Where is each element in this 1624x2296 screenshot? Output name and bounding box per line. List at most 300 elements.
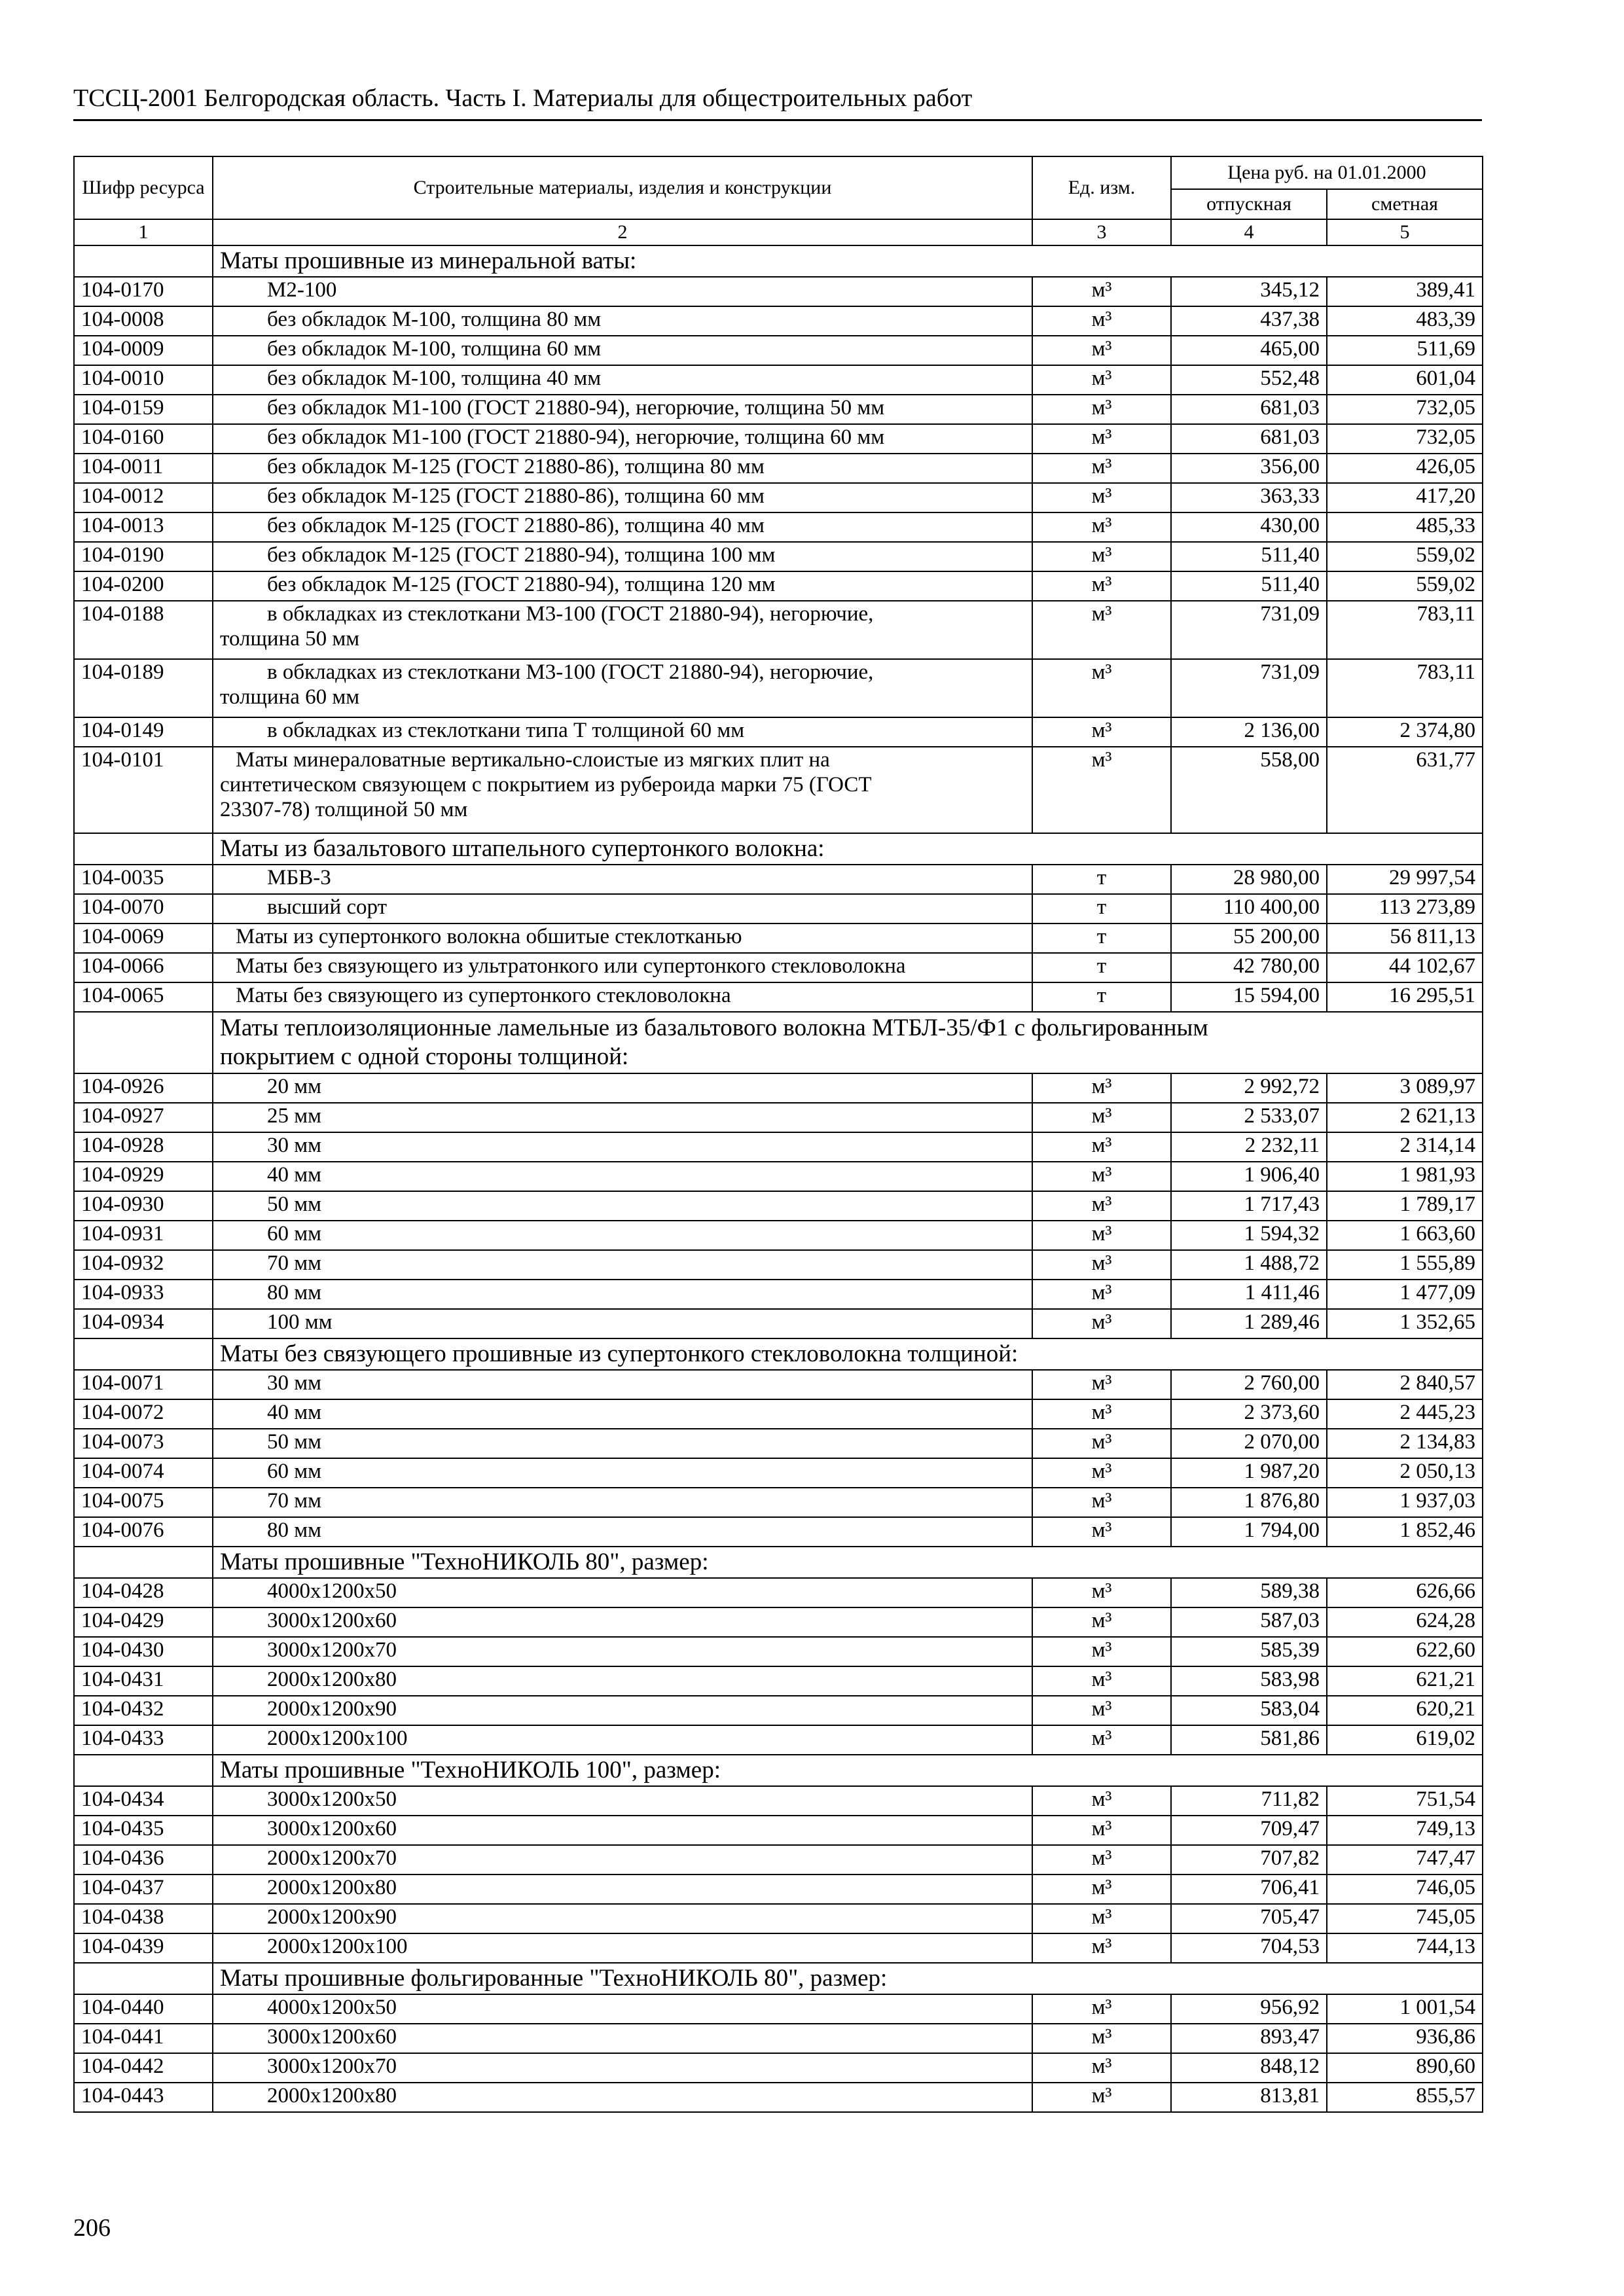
- resource-code: 104-0200: [74, 571, 213, 601]
- resource-code: 104-0071: [74, 1370, 213, 1399]
- release-price: 711,82: [1171, 1786, 1327, 1816]
- material-name-line: толщина 60 мм: [220, 685, 360, 709]
- table-row: [74, 336, 1483, 365]
- resource-code: 104-0065: [74, 982, 213, 1012]
- table-body: [74, 245, 1483, 2112]
- resource-code: 104-0159: [74, 395, 213, 424]
- table-row: [74, 1073, 1483, 1103]
- estimate-price: 855,57: [1327, 2083, 1483, 2112]
- material-name: [213, 306, 1032, 336]
- estimate-price: 389,41: [1327, 277, 1483, 306]
- release-price: 430,00: [1171, 512, 1327, 542]
- table-row: [74, 1845, 1483, 1874]
- material-name-line: 3000х1200х60: [267, 1609, 397, 1632]
- release-price: 511,40: [1171, 571, 1327, 601]
- estimate-price: 626,66: [1327, 1578, 1483, 1607]
- table-row: [74, 1309, 1483, 1338]
- resource-code: 104-0430: [74, 1637, 213, 1666]
- material-name-line: в обкладках из стеклоткани М3-100 (ГОСТ 21880-94), негорючие,: [267, 660, 874, 684]
- table-row: [74, 1429, 1483, 1458]
- unit-cell: м³: [1032, 2024, 1171, 2053]
- material-name-line: без обкладок М1-100 (ГОСТ 21880-94), негорючие, толщина 60 мм: [267, 425, 885, 449]
- material-name-line: 2000х1200х80: [267, 1668, 397, 1691]
- material-name-line: 4000х1200х50: [267, 1579, 397, 1603]
- release-price: 585,39: [1171, 1637, 1327, 1666]
- unit-cell: м³: [1032, 454, 1171, 483]
- material-name: [213, 1816, 1032, 1845]
- estimate-price: 732,05: [1327, 395, 1483, 424]
- table-row: [74, 924, 1483, 953]
- material-name: [213, 1221, 1032, 1250]
- col-header-unit: Ед. изм.: [1032, 156, 1171, 219]
- unit-cell: м³: [1032, 365, 1171, 395]
- resource-code: 104-0437: [74, 1874, 213, 1904]
- table-row: [74, 424, 1483, 454]
- release-price: 681,03: [1171, 395, 1327, 424]
- release-price: 2 533,07: [1171, 1103, 1327, 1132]
- estimate-price: 601,04: [1327, 365, 1483, 395]
- material-name: [213, 2053, 1032, 2083]
- material-name: [213, 1309, 1032, 1338]
- release-price: 581,86: [1171, 1725, 1327, 1755]
- table-row: [74, 1488, 1483, 1517]
- table-row: [74, 571, 1483, 601]
- col-number-1: 1: [74, 219, 213, 245]
- release-price: 356,00: [1171, 454, 1327, 483]
- material-name-line: 60 мм: [267, 1222, 322, 1246]
- section-row: [74, 1963, 1483, 1994]
- col-number-2: 2: [213, 219, 1032, 245]
- material-name: [213, 1517, 1032, 1547]
- table-row: [74, 483, 1483, 512]
- unit-cell: т: [1032, 982, 1171, 1012]
- material-name-line: Маты из супертонкого волокна обшитые стеклотканью: [236, 925, 742, 948]
- col-header-release: отпускная: [1171, 189, 1327, 219]
- estimate-price: 936,86: [1327, 2024, 1483, 2053]
- section-heading-line: Маты прошивные "ТехноНИКОЛЬ 80", размер:: [220, 1549, 709, 1575]
- release-price: 1 289,46: [1171, 1309, 1327, 1338]
- resource-code: 104-0438: [74, 1904, 213, 1933]
- table-row: [74, 1637, 1483, 1666]
- release-price: 42 780,00: [1171, 953, 1327, 982]
- unit-cell: м³: [1032, 1370, 1171, 1399]
- estimate-price: 511,69: [1327, 336, 1483, 365]
- material-name-line: в обкладках из стеклоткани типа Т толщиной 60 мм: [267, 719, 745, 742]
- unit-cell: м³: [1032, 1132, 1171, 1162]
- section-row: [74, 833, 1483, 865]
- material-name-line: без обкладок М-125 (ГОСТ 21880-94), толщина 120 мм: [267, 573, 776, 596]
- material-name: [213, 1874, 1032, 1904]
- unit-cell: м³: [1032, 306, 1171, 336]
- estimate-price: 1 001,54: [1327, 1994, 1483, 2024]
- release-price: 1 411,46: [1171, 1280, 1327, 1309]
- resource-code: 104-0432: [74, 1696, 213, 1725]
- unit-cell: м³: [1032, 1280, 1171, 1309]
- material-name-line: 60 мм: [267, 1460, 322, 1483]
- resource-code: 104-0010: [74, 365, 213, 395]
- release-price: 731,09: [1171, 601, 1327, 659]
- resource-code: 104-0927: [74, 1103, 213, 1132]
- material-name-line: высший сорт: [267, 895, 388, 919]
- material-name: [213, 1370, 1032, 1399]
- release-price: 2 070,00: [1171, 1429, 1327, 1458]
- section-heading: [213, 1547, 1483, 1578]
- release-price: 511,40: [1171, 542, 1327, 571]
- material-name: [213, 2083, 1032, 2112]
- material-name-line: синтетическом связующем с покрытием из рубероида марки 75 (ГОСТ: [220, 773, 872, 797]
- material-name: [213, 424, 1032, 454]
- estimate-price: 624,28: [1327, 1607, 1483, 1637]
- release-price: 2 136,00: [1171, 717, 1327, 747]
- material-name-line: Маты без связующего из ультратонкого или супертонкого стекловолокна: [236, 954, 906, 978]
- estimate-price: 417,20: [1327, 483, 1483, 512]
- estimate-price: 745,05: [1327, 1904, 1483, 1933]
- resource-code: 104-0933: [74, 1280, 213, 1309]
- material-name: [213, 1786, 1032, 1816]
- table-row: [74, 1933, 1483, 1963]
- material-name-line: Маты минераловатные вертикально-слоистые из мягких плит на: [236, 748, 830, 772]
- table-row: [74, 1517, 1483, 1547]
- unit-cell: м³: [1032, 1845, 1171, 1874]
- release-price: 1 488,72: [1171, 1250, 1327, 1280]
- material-name-line: 70 мм: [267, 1251, 322, 1275]
- section-code-cell: [74, 833, 213, 865]
- resource-code: 104-0170: [74, 277, 213, 306]
- material-name-line: без обкладок М1-100 (ГОСТ 21880-94), негорючие, толщина 50 мм: [267, 396, 885, 420]
- estimate-price: 2 374,80: [1327, 717, 1483, 747]
- unit-cell: м³: [1032, 747, 1171, 833]
- material-name-line: 50 мм: [267, 1193, 322, 1216]
- page-number: 206: [73, 2214, 111, 2242]
- table-row: [74, 1221, 1483, 1250]
- material-name: [213, 395, 1032, 424]
- col-header-name: Строительные материалы, изделия и конструкции: [213, 156, 1032, 219]
- unit-cell: т: [1032, 924, 1171, 953]
- material-name: [213, 601, 1032, 659]
- unit-cell: м³: [1032, 1221, 1171, 1250]
- unit-cell: м³: [1032, 1696, 1171, 1725]
- material-name-line: без обкладок М-100, толщина 80 мм: [267, 308, 602, 331]
- unit-cell: м³: [1032, 571, 1171, 601]
- estimate-price: 1 981,93: [1327, 1162, 1483, 1191]
- table-row: [74, 1725, 1483, 1755]
- release-price: 731,09: [1171, 659, 1327, 717]
- material-name: [213, 1103, 1032, 1132]
- estimate-price: 113 273,89: [1327, 894, 1483, 924]
- unit-cell: м³: [1032, 1933, 1171, 1963]
- material-name: [213, 659, 1032, 717]
- section-code-cell: [74, 245, 213, 277]
- material-name: [213, 454, 1032, 483]
- material-name: [213, 1696, 1032, 1725]
- col-number-5: 5: [1327, 219, 1483, 245]
- unit-cell: м³: [1032, 1816, 1171, 1845]
- material-name-line: без обкладок М-125 (ГОСТ 21880-86), толщина 80 мм: [267, 455, 765, 478]
- estimate-price: 2 445,23: [1327, 1399, 1483, 1429]
- estimate-price: 2 621,13: [1327, 1103, 1483, 1132]
- section-heading: [213, 833, 1483, 865]
- table-row: [74, 1666, 1483, 1696]
- estimate-price: 631,77: [1327, 747, 1483, 833]
- material-name: [213, 542, 1032, 571]
- material-name-line: 23307-78) толщиной 50 мм: [220, 798, 468, 821]
- estimate-price: 1 852,46: [1327, 1517, 1483, 1547]
- material-name-line: 100 мм: [267, 1310, 333, 1334]
- section-heading-line: Маты без связующего прошивные из супертонкого стекловолокна толщиной:: [220, 1340, 1019, 1367]
- resource-code: 104-0439: [74, 1933, 213, 1963]
- table-row: [74, 1994, 1483, 2024]
- table-row: [74, 1458, 1483, 1488]
- estimate-price: 559,02: [1327, 542, 1483, 571]
- unit-cell: м³: [1032, 1399, 1171, 1429]
- release-price: 956,92: [1171, 1994, 1327, 2024]
- unit-cell: м³: [1032, 483, 1171, 512]
- price-table: [73, 156, 1483, 2113]
- table-row: [74, 2024, 1483, 2053]
- unit-cell: м³: [1032, 1162, 1171, 1191]
- estimate-price: 1 937,03: [1327, 1488, 1483, 1517]
- estimate-price: 483,39: [1327, 306, 1483, 336]
- material-name-line: 20 мм: [267, 1075, 322, 1098]
- release-price: 1 906,40: [1171, 1162, 1327, 1191]
- table-row: [74, 1607, 1483, 1637]
- unit-cell: м³: [1032, 1994, 1171, 2024]
- unit-cell: т: [1032, 865, 1171, 894]
- release-price: 1 987,20: [1171, 1458, 1327, 1488]
- estimate-price: 485,33: [1327, 512, 1483, 542]
- table-row: [74, 1578, 1483, 1607]
- release-price: 705,47: [1171, 1904, 1327, 1933]
- unit-cell: м³: [1032, 1073, 1171, 1103]
- estimate-price: 2 314,14: [1327, 1132, 1483, 1162]
- resource-code: 104-0428: [74, 1578, 213, 1607]
- release-price: 1 794,00: [1171, 1517, 1327, 1547]
- estimate-price: 620,21: [1327, 1696, 1483, 1725]
- section-code-cell: [74, 1755, 213, 1786]
- estimate-price: 746,05: [1327, 1874, 1483, 1904]
- estimate-price: 2 050,13: [1327, 1458, 1483, 1488]
- estimate-price: 44 102,67: [1327, 953, 1483, 982]
- material-name-line: 3000х1200х60: [267, 1817, 397, 1840]
- material-name-line: М2-100: [267, 278, 337, 302]
- resource-code: 104-0931: [74, 1221, 213, 1250]
- material-name: [213, 1666, 1032, 1696]
- section-heading-line: Маты прошивные "ТехноНИКОЛЬ 100", размер:: [220, 1757, 721, 1784]
- resource-code: 104-0440: [74, 1994, 213, 2024]
- material-name-line: без обкладок М-125 (ГОСТ 21880-86), толщина 40 мм: [267, 514, 765, 537]
- unit-cell: м³: [1032, 717, 1171, 747]
- material-name-line: 30 мм: [267, 1134, 322, 1157]
- unit-cell: м³: [1032, 336, 1171, 365]
- estimate-price: 3 089,97: [1327, 1073, 1483, 1103]
- resource-code: 104-0189: [74, 659, 213, 717]
- resource-code: 104-0012: [74, 483, 213, 512]
- material-name: [213, 717, 1032, 747]
- estimate-price: 747,47: [1327, 1845, 1483, 1874]
- material-name: [213, 1399, 1032, 1429]
- table-row: [74, 953, 1483, 982]
- section-heading-line: покрытием с одной стороны толщиной:: [220, 1043, 629, 1070]
- release-price: 813,81: [1171, 2083, 1327, 2112]
- table-row: [74, 1370, 1483, 1399]
- material-name: [213, 1637, 1032, 1666]
- material-name: [213, 1725, 1032, 1755]
- release-price: 1 876,80: [1171, 1488, 1327, 1517]
- material-name: [213, 865, 1032, 894]
- release-price: 1 717,43: [1171, 1191, 1327, 1221]
- resource-code: 104-0013: [74, 512, 213, 542]
- unit-cell: м³: [1032, 1874, 1171, 1904]
- estimate-price: 749,13: [1327, 1816, 1483, 1845]
- table-row: [74, 659, 1483, 717]
- material-name-line: 40 мм: [267, 1163, 322, 1187]
- material-name: [213, 1933, 1032, 1963]
- unit-cell: м³: [1032, 1103, 1171, 1132]
- section-heading: [213, 1338, 1483, 1370]
- unit-cell: м³: [1032, 1517, 1171, 1547]
- release-price: 589,38: [1171, 1578, 1327, 1607]
- unit-cell: м³: [1032, 395, 1171, 424]
- table-row: [74, 865, 1483, 894]
- table-row: [74, 1696, 1483, 1725]
- unit-cell: м³: [1032, 424, 1171, 454]
- material-name: [213, 1250, 1032, 1280]
- unit-cell: м³: [1032, 1429, 1171, 1458]
- resource-code: 104-0932: [74, 1250, 213, 1280]
- material-name: [213, 336, 1032, 365]
- estimate-price: 621,21: [1327, 1666, 1483, 1696]
- estimate-price: 732,05: [1327, 424, 1483, 454]
- material-name-line: 2000х1200х100: [267, 1727, 408, 1750]
- table-row: [74, 747, 1483, 833]
- release-price: 2 373,60: [1171, 1399, 1327, 1429]
- section-heading-line: Маты прошивные из минеральной ваты:: [220, 247, 637, 274]
- release-price: 345,12: [1171, 277, 1327, 306]
- resource-code: 104-0149: [74, 717, 213, 747]
- section-heading-line: Маты из базальтового штапельного супертонкого волокна:: [220, 835, 825, 862]
- material-name-line: 2000х1200х80: [267, 2084, 397, 2108]
- material-name: [213, 1162, 1032, 1191]
- release-price: 583,98: [1171, 1666, 1327, 1696]
- estimate-price: 16 295,51: [1327, 982, 1483, 1012]
- table-row: [74, 717, 1483, 747]
- material-name-line: 2000х1200х90: [267, 1697, 397, 1721]
- resource-code: 104-0929: [74, 1162, 213, 1191]
- material-name-line: 3000х1200х70: [267, 2054, 397, 2078]
- header-rule: [73, 119, 1482, 121]
- release-price: 558,00: [1171, 747, 1327, 833]
- material-name-line: 2000х1200х100: [267, 1935, 408, 1958]
- table-row: [74, 1191, 1483, 1221]
- resource-code: 104-0436: [74, 1845, 213, 1874]
- resource-code: 104-0930: [74, 1191, 213, 1221]
- section-heading: [213, 1963, 1483, 1994]
- col-number-3: 3: [1032, 219, 1171, 245]
- material-name-line: без обкладок М-125 (ГОСТ 21880-94), толщина 100 мм: [267, 543, 776, 567]
- col-header-estimate: сметная: [1327, 189, 1483, 219]
- material-name-line: толщина 50 мм: [220, 627, 360, 651]
- material-name-line: 2000х1200х70: [267, 1846, 397, 1870]
- estimate-price: 559,02: [1327, 571, 1483, 601]
- release-price: 848,12: [1171, 2053, 1327, 2083]
- resource-code: 104-0434: [74, 1786, 213, 1816]
- resource-code: 104-0928: [74, 1132, 213, 1162]
- section-row: [74, 1547, 1483, 1578]
- material-name-line: 80 мм: [267, 1518, 322, 1542]
- release-price: 15 594,00: [1171, 982, 1327, 1012]
- material-name: [213, 1429, 1032, 1458]
- release-price: 587,03: [1171, 1607, 1327, 1637]
- material-name-line: Маты без связующего из супертонкого стекловолокна: [236, 984, 731, 1007]
- release-price: 465,00: [1171, 336, 1327, 365]
- material-name: [213, 571, 1032, 601]
- resource-code: 104-0433: [74, 1725, 213, 1755]
- material-name: [213, 1994, 1032, 2024]
- release-price: 437,38: [1171, 306, 1327, 336]
- resource-code: 104-0190: [74, 542, 213, 571]
- material-name: [213, 1132, 1032, 1162]
- material-name: [213, 1488, 1032, 1517]
- unit-cell: м³: [1032, 1488, 1171, 1517]
- estimate-price: 426,05: [1327, 454, 1483, 483]
- estimate-price: 744,13: [1327, 1933, 1483, 1963]
- material-name: [213, 747, 1032, 833]
- table-row: [74, 1904, 1483, 1933]
- unit-cell: м³: [1032, 2053, 1171, 2083]
- resource-code: 104-0441: [74, 2024, 213, 2053]
- table-row: [74, 1132, 1483, 1162]
- material-name-line: 70 мм: [267, 1489, 322, 1513]
- section-row: [74, 1012, 1483, 1073]
- estimate-price: 2 134,83: [1327, 1429, 1483, 1458]
- table-row: [74, 1786, 1483, 1816]
- release-price: 110 400,00: [1171, 894, 1327, 924]
- release-price: 704,53: [1171, 1933, 1327, 1963]
- unit-cell: м³: [1032, 659, 1171, 717]
- col-header-code: Шифр ресурса: [74, 156, 213, 219]
- page-header-title: ТССЦ-2001 Белгородская область. Часть I. Материалы для общестроительных работ: [73, 84, 973, 112]
- material-name: [213, 512, 1032, 542]
- unit-cell: м³: [1032, 1786, 1171, 1816]
- material-name: [213, 894, 1032, 924]
- release-price: 552,48: [1171, 365, 1327, 395]
- section-heading: [213, 1755, 1483, 1786]
- resource-code: 104-0926: [74, 1073, 213, 1103]
- release-price: 1 594,32: [1171, 1221, 1327, 1250]
- material-name: [213, 365, 1032, 395]
- material-name-line: без обкладок М-100, толщина 60 мм: [267, 337, 602, 361]
- material-name: [213, 924, 1032, 953]
- material-name: [213, 1845, 1032, 1874]
- release-price: 55 200,00: [1171, 924, 1327, 953]
- unit-cell: м³: [1032, 1607, 1171, 1637]
- unit-cell: м³: [1032, 1725, 1171, 1755]
- resource-code: 104-0074: [74, 1458, 213, 1488]
- material-name: [213, 2024, 1032, 2053]
- release-price: 363,33: [1171, 483, 1327, 512]
- estimate-price: 2 840,57: [1327, 1370, 1483, 1399]
- material-name-line: 3000х1200х50: [267, 1787, 397, 1811]
- table-row: [74, 277, 1483, 306]
- material-name-line: 80 мм: [267, 1281, 322, 1304]
- release-price: 893,47: [1171, 2024, 1327, 2053]
- release-price: 709,47: [1171, 1816, 1327, 1845]
- unit-cell: м³: [1032, 1578, 1171, 1607]
- material-name-line: 25 мм: [267, 1104, 322, 1128]
- table-row: [74, 1874, 1483, 1904]
- material-name: [213, 1073, 1032, 1103]
- unit-cell: м³: [1032, 1250, 1171, 1280]
